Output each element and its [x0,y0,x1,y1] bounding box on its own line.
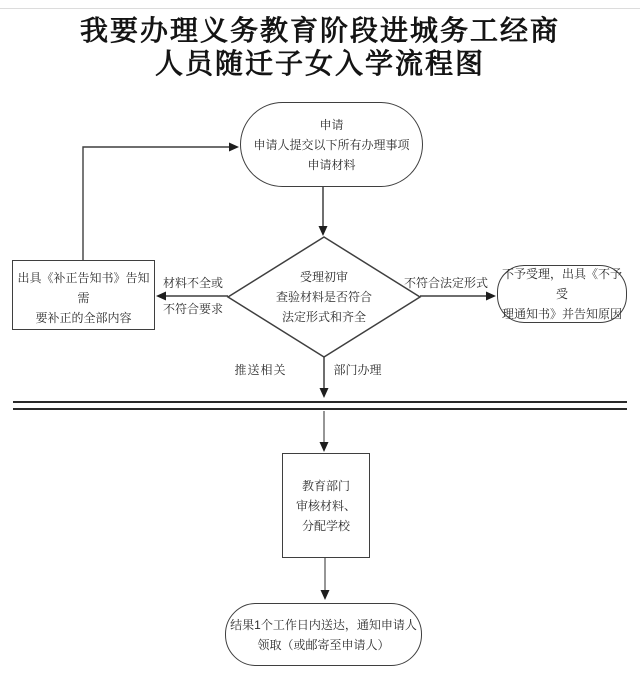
arrowhead-review-to-divider [320,388,329,398]
reject-node-line1: 不予受理，出具《不予受 [501,267,622,301]
arrowhead-apply-to-review [319,226,328,236]
edge-label-invalid-form: 不符合法定形式 [404,276,489,290]
result-node-line2: 领取（或邮寄至申请人） [257,637,390,652]
page-title-line1: 我要办理义务教育阶段进城务工经商 [79,14,560,47]
result-node [225,603,422,666]
reject-node-line2: 理通知书》并告知原因 [501,307,622,321]
education-node-line3: 分配学校 [301,518,350,533]
review-node-line1: 受理初审 [299,270,348,284]
review-node-line3: 法定形式和齐全 [281,310,366,324]
education-node [282,453,370,558]
edge-label-push-right: 部门办理 [333,363,382,377]
arrowhead-review-to-reject [486,292,496,301]
arrowhead-divider-to-education [320,442,329,452]
connector-correction-to-apply [83,147,230,260]
reject-node [497,265,627,323]
education-node-line2: 审核材料、 [295,498,356,513]
correction-node-line2: 要补正的全部内容 [35,311,132,325]
page-title-line2: 人员随迁子女入学流程图 [154,47,485,80]
apply-node-line3: 申请材料 [307,157,356,172]
apply-node-line2: 申请人提交以下所有办理事项 [253,137,410,152]
apply-node-line1: 申请 [319,117,344,132]
arrowhead-education-to-result [321,590,330,600]
arrowhead-correction-to-apply [229,143,239,152]
correction-node-line1: 出具《补正告知书》告知需 [17,271,150,305]
result-node-line1: 结果1个工作日内送达，通知申请人 [230,617,417,632]
edge-label-incomplete-bottom: 不符合要求 [162,302,223,316]
arrowhead-review-to-correction [156,292,166,301]
education-node-line1: 教育部门 [301,478,350,493]
review-node-line2: 查验材料是否符合 [275,290,372,304]
correction-node [12,260,155,330]
edge-label-push-left: 推送相关 [234,363,287,377]
review-node-text [229,267,419,327]
apply-node [240,102,423,187]
edge-label-incomplete-top: 材料不全或 [162,276,223,290]
